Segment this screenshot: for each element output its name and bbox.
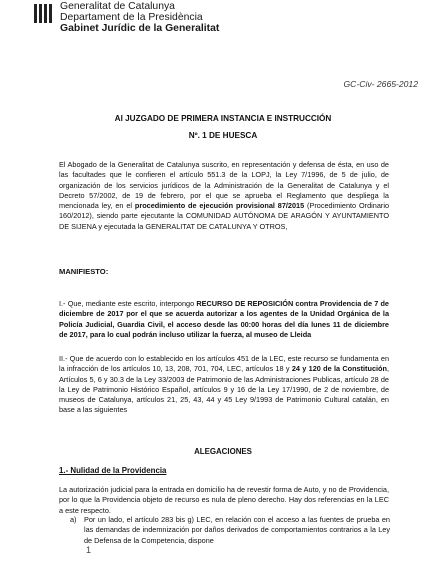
point-one-text-a: I.- Que, mediante este escrito, interpongo bbox=[59, 299, 197, 308]
alegaciones-heading: ALEGACIONES bbox=[194, 447, 252, 456]
intro-text-a: El Abogado de la Generalitat de Catalunya suscrito, en representación y defensa de ésta, en uso de las facultades que le confieren el artículo 551.3 de la LOPJ, la Ley 7/1996, de 5 de julio, de organización de los servicios jurídicos de la Administración de la Generalitat de Catalunya y el Decreto 57/2002, de 19 de febrero, por el que se aprueba el Reglamento que despliega la mencionada ley, en el bbox=[59, 160, 389, 211]
court-title: Al JUZGADO DE PRIMERA INSTANCIA E INSTRUCCIÓN bbox=[114, 114, 332, 123]
section-one-title: 1.- Nulidad de la Providencia bbox=[59, 466, 167, 475]
point-two-text-constitucion: 24 y 120 de la Constitución bbox=[291, 364, 387, 374]
point-one-paragraph bbox=[59, 299, 389, 340]
list-item-a-marker: a) bbox=[70, 515, 77, 524]
page-footer-mark: 1 bbox=[86, 545, 92, 555]
list-item-a-text: Por un lado, el artículo 283 bis g) LEC, en relación con el acceso a las fuentes de prueba en las demandas de indemnización por daños derivados de comportamientos contrarios a la Ley de Defensa de la Competencia, dispone bbox=[84, 515, 390, 545]
point-one-text-recurso: RECURSO DE REPOSICIÓN contra Providencia de 7 de diciembre de 2017 por el que se acuerda autorizar a los agentes de la Unidad Orgánica de la Policía Judicial, Guardia Civil, el acceso desde las 00:00 horas del día lunes 11 de diciembre de 2017, para lo cual podrán incluso utilizar la fuerza, al museo de Lleida bbox=[59, 299, 389, 339]
point-two-text-c: , Artículos 5, 6 y 30.3 de la Ley 33/2003 de Patrimonio de las Administraciones Publicas, artículo 28 de la Ley de Patrimonio Histórico Español, artículos 9 y 16 de la Ley 17/1990, de 2 de noviembre, de museos de Catalunya, artículos 21, 25, 43, 44 y 45 Ley 9/1993 de Patrimonio Cultural catalán, en base a las siguientes bbox=[59, 364, 389, 415]
intro-paragraph bbox=[59, 160, 389, 232]
point-two-paragraph bbox=[59, 354, 389, 416]
institution-header bbox=[60, 1, 219, 34]
header-line-generalitat: Generalitat de Catalunya bbox=[60, 1, 175, 12]
intro-text-c: (Procedimiento Ordinario 160/2012), siendo parte ejecutante la COMUNIDAD AUTÓNOMA DE ARAGÓN Y AYUNTAMIENTO DE SIJENA y ejecutada la GENERALITAT DE CATALUNYA Y OTROS, bbox=[59, 201, 389, 231]
nullity-paragraph: La autorización judicial para la entrada en domicilio ha de revestir forma de Auto, y no de Providencia, por lo que la Providencia objeto de recurso es nula de pleno derecho. Hay dos referencias en la LEC a este respecto. bbox=[59, 485, 389, 515]
case-reference: GC-Civ- 2665-2012 bbox=[343, 79, 418, 89]
list-item-a bbox=[70, 515, 390, 546]
generalitat-logo-icon bbox=[33, 3, 53, 25]
court-subtitle: Nº. 1 DE HUESCA bbox=[188, 131, 258, 140]
manifiesto-heading: MANIFIESTO: bbox=[59, 267, 109, 276]
section-one-heading bbox=[59, 466, 166, 475]
intro-text-procedure: procedimiento de ejecución provisional 87/2015 bbox=[134, 201, 305, 211]
header-line-department: Departament de la Presidència bbox=[60, 12, 203, 23]
header-line-gabinet: Gabinet Jurídic de la Generalitat bbox=[60, 23, 220, 34]
point-two-text-a: II.- Que de acuerdo con lo establecido en los artículos 451 de la LEC, este recurso se fundamenta en la infracción de los artículos 10, 13, 208, 701, 704, LEC, artículos 18 y bbox=[59, 354, 389, 374]
